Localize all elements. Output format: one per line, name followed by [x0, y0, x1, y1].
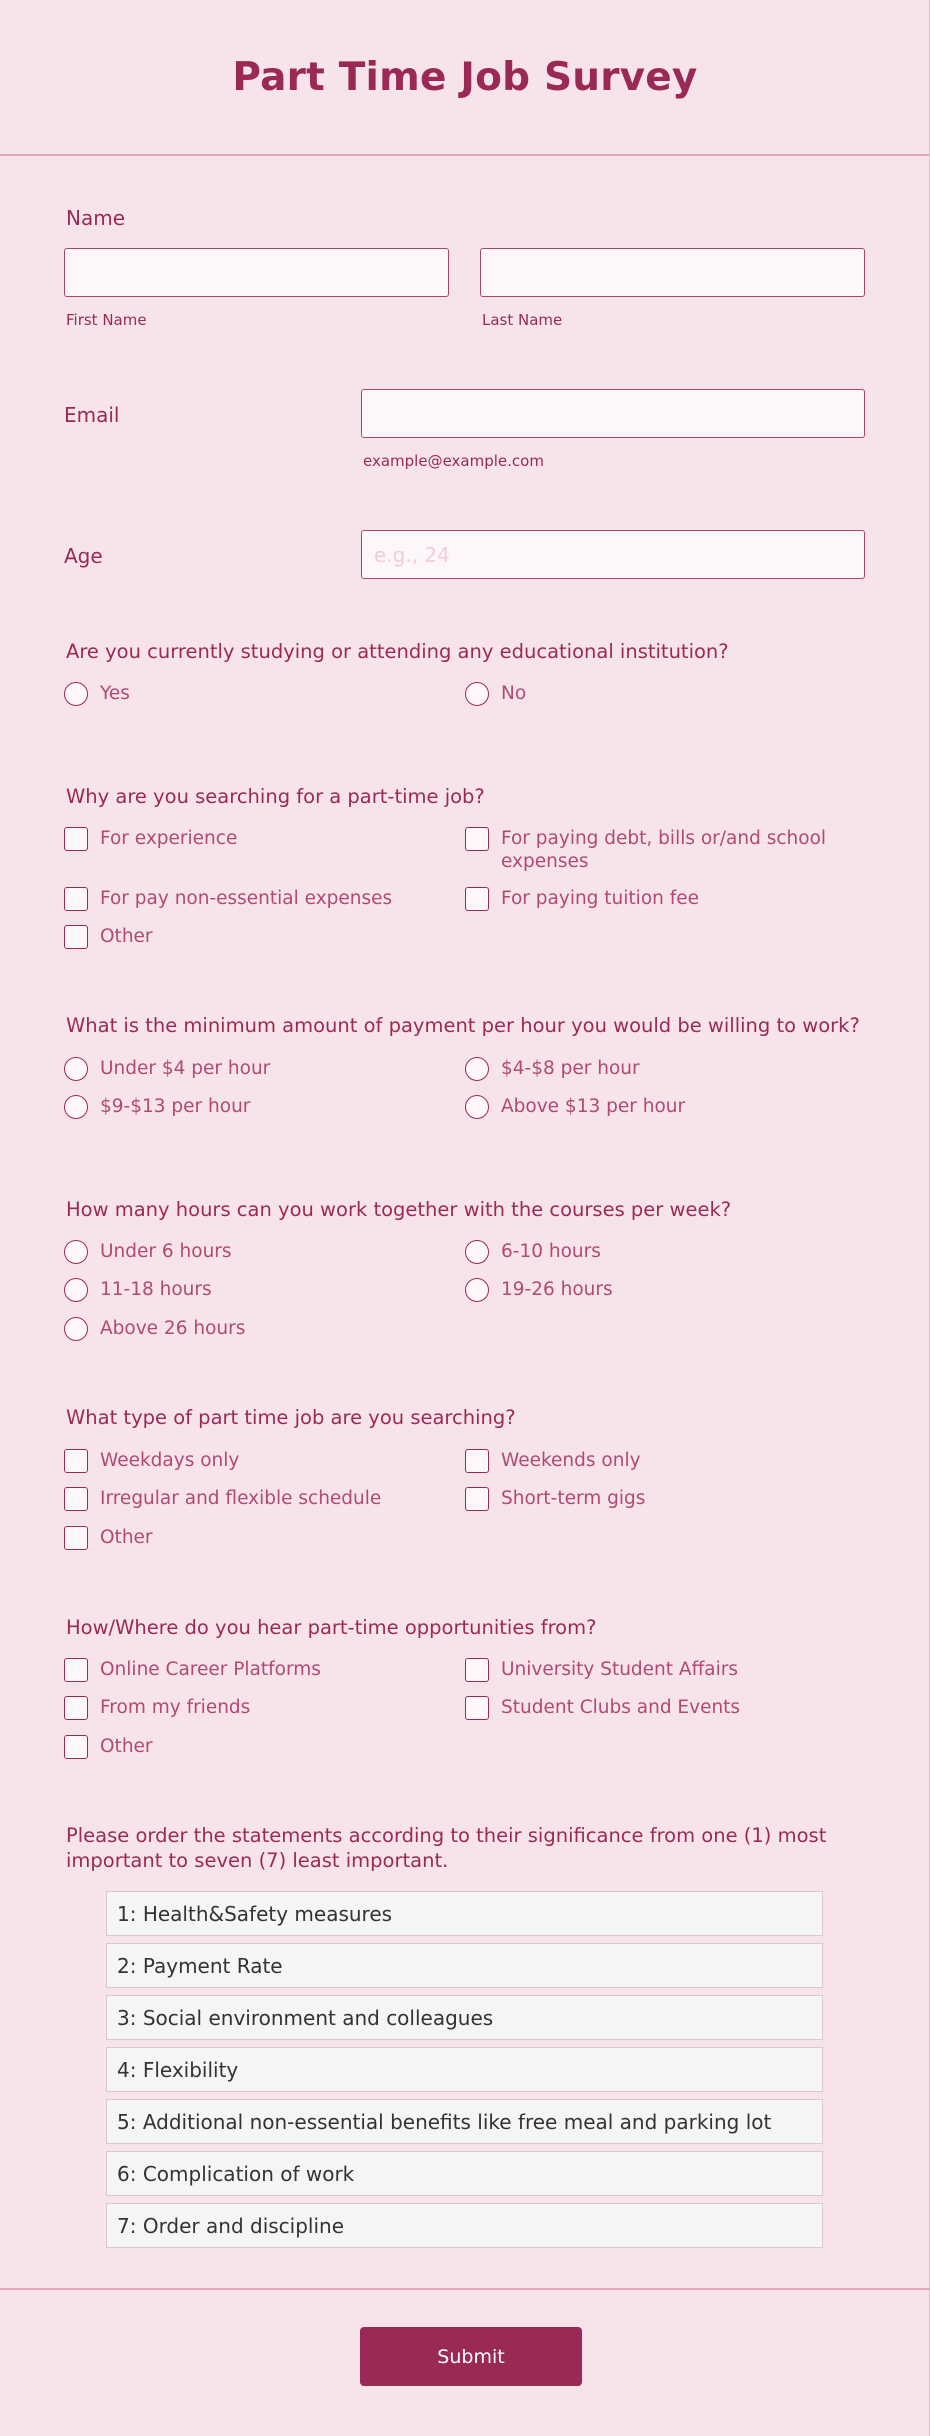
- option-student-affairs[interactable]: [465, 1658, 738, 1682]
- option-non-essential[interactable]: [64, 887, 392, 911]
- rank-item[interactable]: 5: Additional non-essential benefits like free meal and parking lot: [106, 2099, 823, 2144]
- email-input[interactable]: [361, 389, 865, 438]
- option-friends[interactable]: [64, 1696, 250, 1720]
- option-label: No: [501, 683, 527, 704]
- option-label: Other: [100, 1736, 153, 1757]
- option-tuition-fee[interactable]: [465, 887, 699, 911]
- first-name-sublabel: First Name: [66, 311, 147, 329]
- checkbox[interactable]: [64, 827, 88, 851]
- option-under-4[interactable]: [64, 1057, 270, 1081]
- rank-item[interactable]: 4: Flexibility: [106, 2047, 823, 2092]
- option-weekends[interactable]: [465, 1449, 641, 1473]
- checkbox[interactable]: [64, 887, 88, 911]
- option-label: Yes: [100, 683, 130, 704]
- option-online-platforms[interactable]: [64, 1658, 321, 1682]
- checkbox[interactable]: [64, 1526, 88, 1550]
- option-label: For pay non-essential expenses: [100, 888, 393, 909]
- email-label: Email: [64, 403, 120, 427]
- option-label: University Student Affairs: [501, 1659, 739, 1680]
- name-label: Name: [66, 206, 126, 230]
- option-above-13[interactable]: [465, 1095, 685, 1119]
- option-label: 6-10 hours: [501, 1241, 601, 1262]
- radio-button[interactable]: [64, 1240, 88, 1264]
- radio-button[interactable]: [465, 1057, 489, 1081]
- question-order-line1: Please order the statements according to their significance from one (1) most: [66, 1824, 827, 1847]
- option-label: Online Career Platforms: [100, 1659, 321, 1680]
- option-4-8[interactable]: [465, 1057, 640, 1081]
- question-hours: How many hours can you work together with the courses per week?: [66, 1198, 732, 1221]
- radio-button[interactable]: [465, 682, 489, 706]
- checkbox[interactable]: [465, 827, 489, 851]
- radio-button[interactable]: [465, 1240, 489, 1264]
- question-order-line2: important to seven (7) least important.: [66, 1849, 449, 1872]
- option-label: $4-$8 per hour: [501, 1058, 640, 1079]
- option-paying-debt[interactable]: [465, 827, 865, 873]
- radio-button[interactable]: [64, 1095, 88, 1119]
- last-name-input[interactable]: [480, 248, 865, 297]
- checkbox[interactable]: [64, 1487, 88, 1511]
- option-label: Weekdays only: [100, 1450, 240, 1471]
- option-label: Above 26 hours: [100, 1318, 246, 1339]
- checkbox[interactable]: [465, 1658, 489, 1682]
- form-header: [0, 0, 930, 156]
- form-title: Part Time Job Survey: [232, 54, 698, 100]
- question-job-type: What type of part time job are you searching?: [66, 1406, 516, 1429]
- checkbox[interactable]: [64, 1696, 88, 1720]
- checkbox[interactable]: [64, 1449, 88, 1473]
- radio-button[interactable]: [64, 682, 88, 706]
- option-9-13[interactable]: [64, 1095, 250, 1119]
- option-label: Above $13 per hour: [501, 1096, 686, 1117]
- option-clubs-events[interactable]: [465, 1696, 740, 1720]
- checkbox[interactable]: [465, 1449, 489, 1473]
- option-label: Irregular and flexible schedule: [100, 1488, 382, 1509]
- option-label: 19-26 hours: [501, 1279, 613, 1300]
- option-other[interactable]: [64, 1526, 153, 1550]
- option-other[interactable]: [64, 1735, 153, 1759]
- option-label: Under $4 per hour: [100, 1058, 271, 1079]
- rank-item[interactable]: 6: Complication of work: [106, 2151, 823, 2196]
- checkbox[interactable]: [465, 887, 489, 911]
- option-19-26[interactable]: [465, 1278, 613, 1302]
- option-label: Short-term gigs: [501, 1488, 646, 1509]
- option-label: For experience: [100, 828, 238, 849]
- email-sublabel: example@example.com: [363, 452, 544, 470]
- radio-button[interactable]: [465, 1278, 489, 1302]
- option-irregular[interactable]: [64, 1487, 381, 1511]
- option-label: Student Clubs and Events: [501, 1697, 741, 1718]
- checkbox[interactable]: [465, 1696, 489, 1720]
- radio-button[interactable]: [64, 1317, 88, 1341]
- option-label: For paying tuition fee: [501, 888, 700, 909]
- option-no[interactable]: [465, 682, 526, 706]
- option-6-10[interactable]: [465, 1240, 601, 1264]
- first-name-input[interactable]: [64, 248, 449, 297]
- option-for-experience[interactable]: [64, 827, 237, 851]
- question-reason: Why are you searching for a part-time job?: [66, 785, 485, 808]
- option-label: From my friends: [100, 1697, 251, 1718]
- submit-button[interactable]: Submit: [360, 2327, 582, 2386]
- option-short-term[interactable]: [465, 1487, 645, 1511]
- question-studying: Are you currently studying or attending any educational institution?: [66, 640, 729, 663]
- checkbox[interactable]: [64, 1735, 88, 1759]
- checkbox[interactable]: [465, 1487, 489, 1511]
- option-11-18[interactable]: [64, 1278, 212, 1302]
- radio-button[interactable]: [64, 1057, 88, 1081]
- rank-item[interactable]: 7: Order and discipline: [106, 2203, 823, 2248]
- checkbox[interactable]: [64, 925, 88, 949]
- option-label: Other: [100, 926, 153, 947]
- option-label: Weekends only: [501, 1450, 641, 1471]
- option-label: Under 6 hours: [100, 1241, 232, 1262]
- option-other[interactable]: [64, 925, 153, 949]
- option-yes[interactable]: [64, 682, 130, 706]
- option-weekdays[interactable]: [64, 1449, 239, 1473]
- rank-item[interactable]: 3: Social environment and colleagues: [106, 1995, 823, 2040]
- question-payment: What is the minimum amount of payment per hour you would be willing to work?: [66, 1014, 860, 1037]
- option-label: 11-18 hours: [100, 1279, 212, 1300]
- age-input[interactable]: [361, 530, 865, 579]
- option-label: $9-$13 per hour: [100, 1096, 251, 1117]
- radio-button[interactable]: [64, 1278, 88, 1302]
- option-label: For paying debt, bills or/and school expenses: [501, 828, 827, 872]
- question-source: How/Where do you hear part-time opportunities from?: [66, 1616, 597, 1639]
- option-above-26[interactable]: [64, 1317, 245, 1341]
- option-label: Other: [100, 1527, 153, 1548]
- footer-divider: [0, 2288, 930, 2290]
- option-under-6[interactable]: [64, 1240, 232, 1264]
- rank-item[interactable]: 2: Payment Rate: [106, 1943, 823, 1988]
- age-label: Age: [64, 544, 103, 568]
- radio-button[interactable]: [465, 1095, 489, 1119]
- checkbox[interactable]: [64, 1658, 88, 1682]
- last-name-sublabel: Last Name: [482, 311, 563, 329]
- rank-item[interactable]: 1: Health&Safety measures: [106, 1891, 823, 1936]
